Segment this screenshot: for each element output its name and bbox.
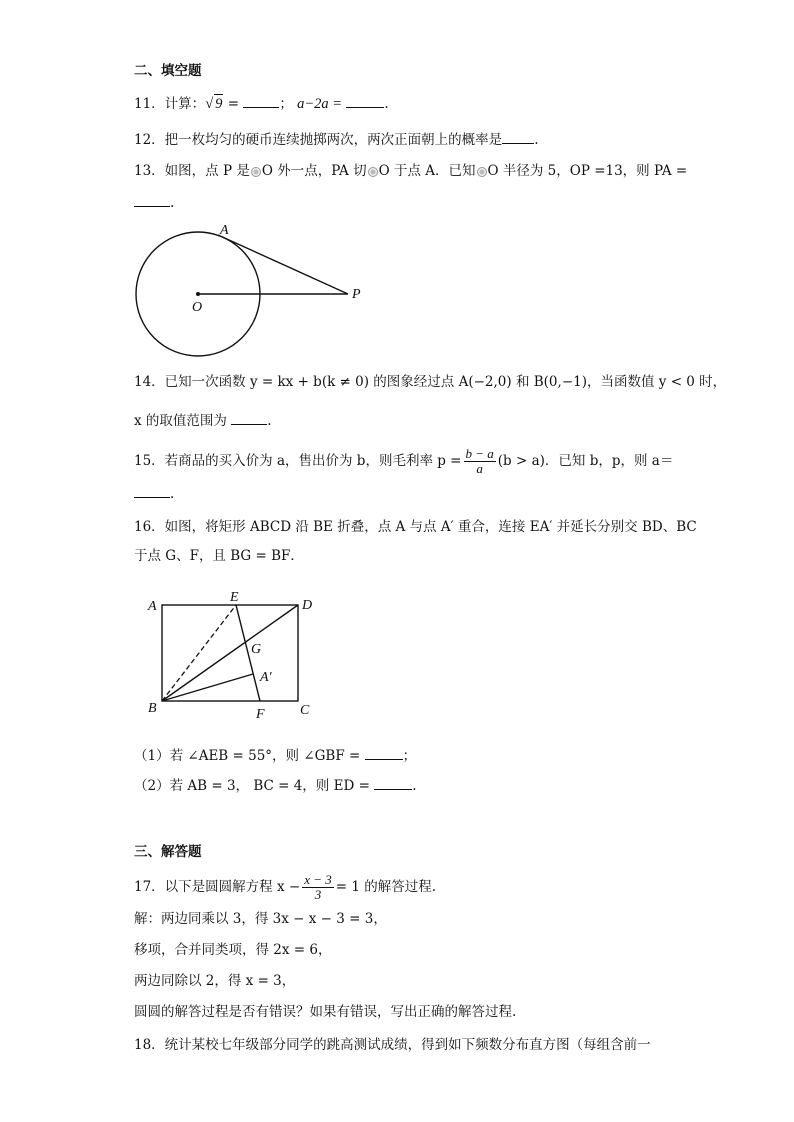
q11-blank-2[interactable] — [346, 94, 384, 108]
q11-eq: = — [223, 96, 240, 112]
q11-sep: ； — [279, 96, 293, 112]
q12-end: . — [534, 132, 539, 148]
q17-frac-den: 3 — [314, 887, 322, 902]
q17-fraction — [302, 873, 334, 902]
q15-fraction — [464, 447, 496, 476]
circle-symbol-icon — [251, 167, 261, 177]
q16-sub2-pre: （2）若 AB = 3， BC = 4，则 ED = — [134, 778, 370, 794]
label-p: P — [352, 287, 361, 302]
question-14-line1: 14．已知一次函数 y = kx + b(k ≠ 0) 的图象经过点 A(−2,0) 和 B(0,−1)，当函数值 y < 0 时， — [134, 374, 727, 390]
label-a-prime: A′ — [260, 670, 272, 685]
q14-blank[interactable] — [231, 411, 267, 425]
question-16-line2: 于点 G、F，且 BG = BF． — [134, 548, 304, 564]
q13-end: . — [170, 195, 175, 211]
q13-p3: O 于点 A．已知 — [378, 163, 476, 179]
section-heading-solve: 三、解答题 — [134, 844, 202, 860]
question-15 — [134, 447, 673, 476]
q13-p4: O 半径为 5，OP =13，则 PA = — [487, 163, 688, 179]
q17-post: = 1 的解答过程. — [335, 879, 437, 895]
question-12 — [134, 130, 538, 149]
section-heading-fill-blank: 二、填空题 — [134, 63, 202, 79]
q16-sub1-end: ； — [402, 748, 417, 764]
q15-end: . — [170, 486, 175, 502]
circle-symbol-icon — [477, 167, 487, 177]
question-18: 18．统计某校七年级部分同学的跳高测试成绩，得到如下频数分布直方图（每组含前一 — [134, 1037, 651, 1053]
tangent-pa — [218, 235, 348, 294]
q17-step-1: 解：两边同乘以 3，得 3x − x − 3 = 3， — [134, 911, 387, 927]
label-a: A — [148, 599, 157, 614]
q11-label: 11．计算： — [134, 96, 206, 112]
q11-expr2: a−2a = — [297, 96, 343, 112]
figure-13-circle-tangent — [130, 220, 380, 360]
q13-blank[interactable] — [134, 193, 170, 207]
q16-sub2 — [134, 776, 416, 795]
q15-answer-line — [134, 484, 174, 503]
label-e: E — [230, 590, 239, 605]
q17-step-2: 移项，合并同类项，得 2x = 6， — [134, 942, 332, 958]
q17-frac-num: x − 3 — [304, 872, 332, 887]
center-point — [196, 292, 200, 296]
label-c: C — [300, 703, 310, 718]
q17-step-3: 两边同除以 2，得 x = 3， — [134, 973, 296, 989]
q16-sub1 — [134, 746, 416, 765]
diagonal-bd — [162, 605, 298, 701]
question-13 — [134, 162, 687, 180]
q16-sub2-end: . — [412, 778, 417, 794]
figure-16-folded-rectangle — [140, 586, 340, 726]
q12-blank[interactable] — [502, 130, 534, 144]
q15-frac-num: b − a — [465, 446, 494, 461]
q16-sub2-blank[interactable] — [374, 776, 412, 790]
circle-symbol-icon — [368, 167, 378, 177]
q15-blank[interactable] — [134, 484, 170, 498]
q17-question: 圆圆的解答过程是否有错误？如果有错误，写出正确的解答过程. — [134, 1004, 517, 1020]
label-d: D — [302, 598, 313, 613]
line-ba-prime — [162, 674, 253, 701]
q17-pre: 17．以下是圆圆解方程 x − — [134, 879, 301, 895]
question-16-line1: 16．如图，将矩形 ABCD 沿 BE 折叠，点 A 与点 A′ 重合，连接 EA′ 并延长分别交 BD、BC — [134, 519, 697, 535]
q11-end: . — [384, 96, 389, 112]
q15-pre: 15．若商品的买入价为 a，售出价为 b，则毛利率 p = — [134, 453, 462, 469]
q11-blank-1[interactable] — [243, 94, 279, 108]
question-17 — [134, 873, 436, 902]
label-g: G — [251, 642, 262, 657]
q15-frac-den: a — [476, 461, 483, 476]
question-11: 11．计算：√ 9 = ； a−2a = . — [134, 96, 389, 112]
label-a: A — [220, 223, 229, 238]
label-b: B — [148, 701, 157, 716]
q14-end: . — [267, 413, 272, 429]
q11-sqrt-arg: 9 — [215, 96, 223, 112]
q13-line1: 13．如图，点 P 是 — [134, 163, 250, 179]
q15-post: (b > a)．已知 b，p，则 a＝ — [497, 453, 674, 469]
q13-p2: O 外一点，PA 切 — [261, 163, 367, 179]
question-14-line2 — [134, 411, 272, 430]
q12-text: 12．把一枚均匀的硬币连续抛掷两次，两次正面朝上的概率是 — [134, 132, 503, 148]
q14-line2-pre: x 的取值范围为 — [134, 413, 227, 429]
label-f: F — [256, 707, 265, 722]
q16-sub1-blank[interactable] — [365, 746, 403, 760]
q13-answer-line — [134, 193, 174, 212]
label-o: O — [192, 300, 203, 315]
q16-sub1-pre: （1）若 ∠AEB = 55°，则 ∠GBF = — [134, 748, 361, 764]
fold-line-be — [162, 605, 236, 701]
